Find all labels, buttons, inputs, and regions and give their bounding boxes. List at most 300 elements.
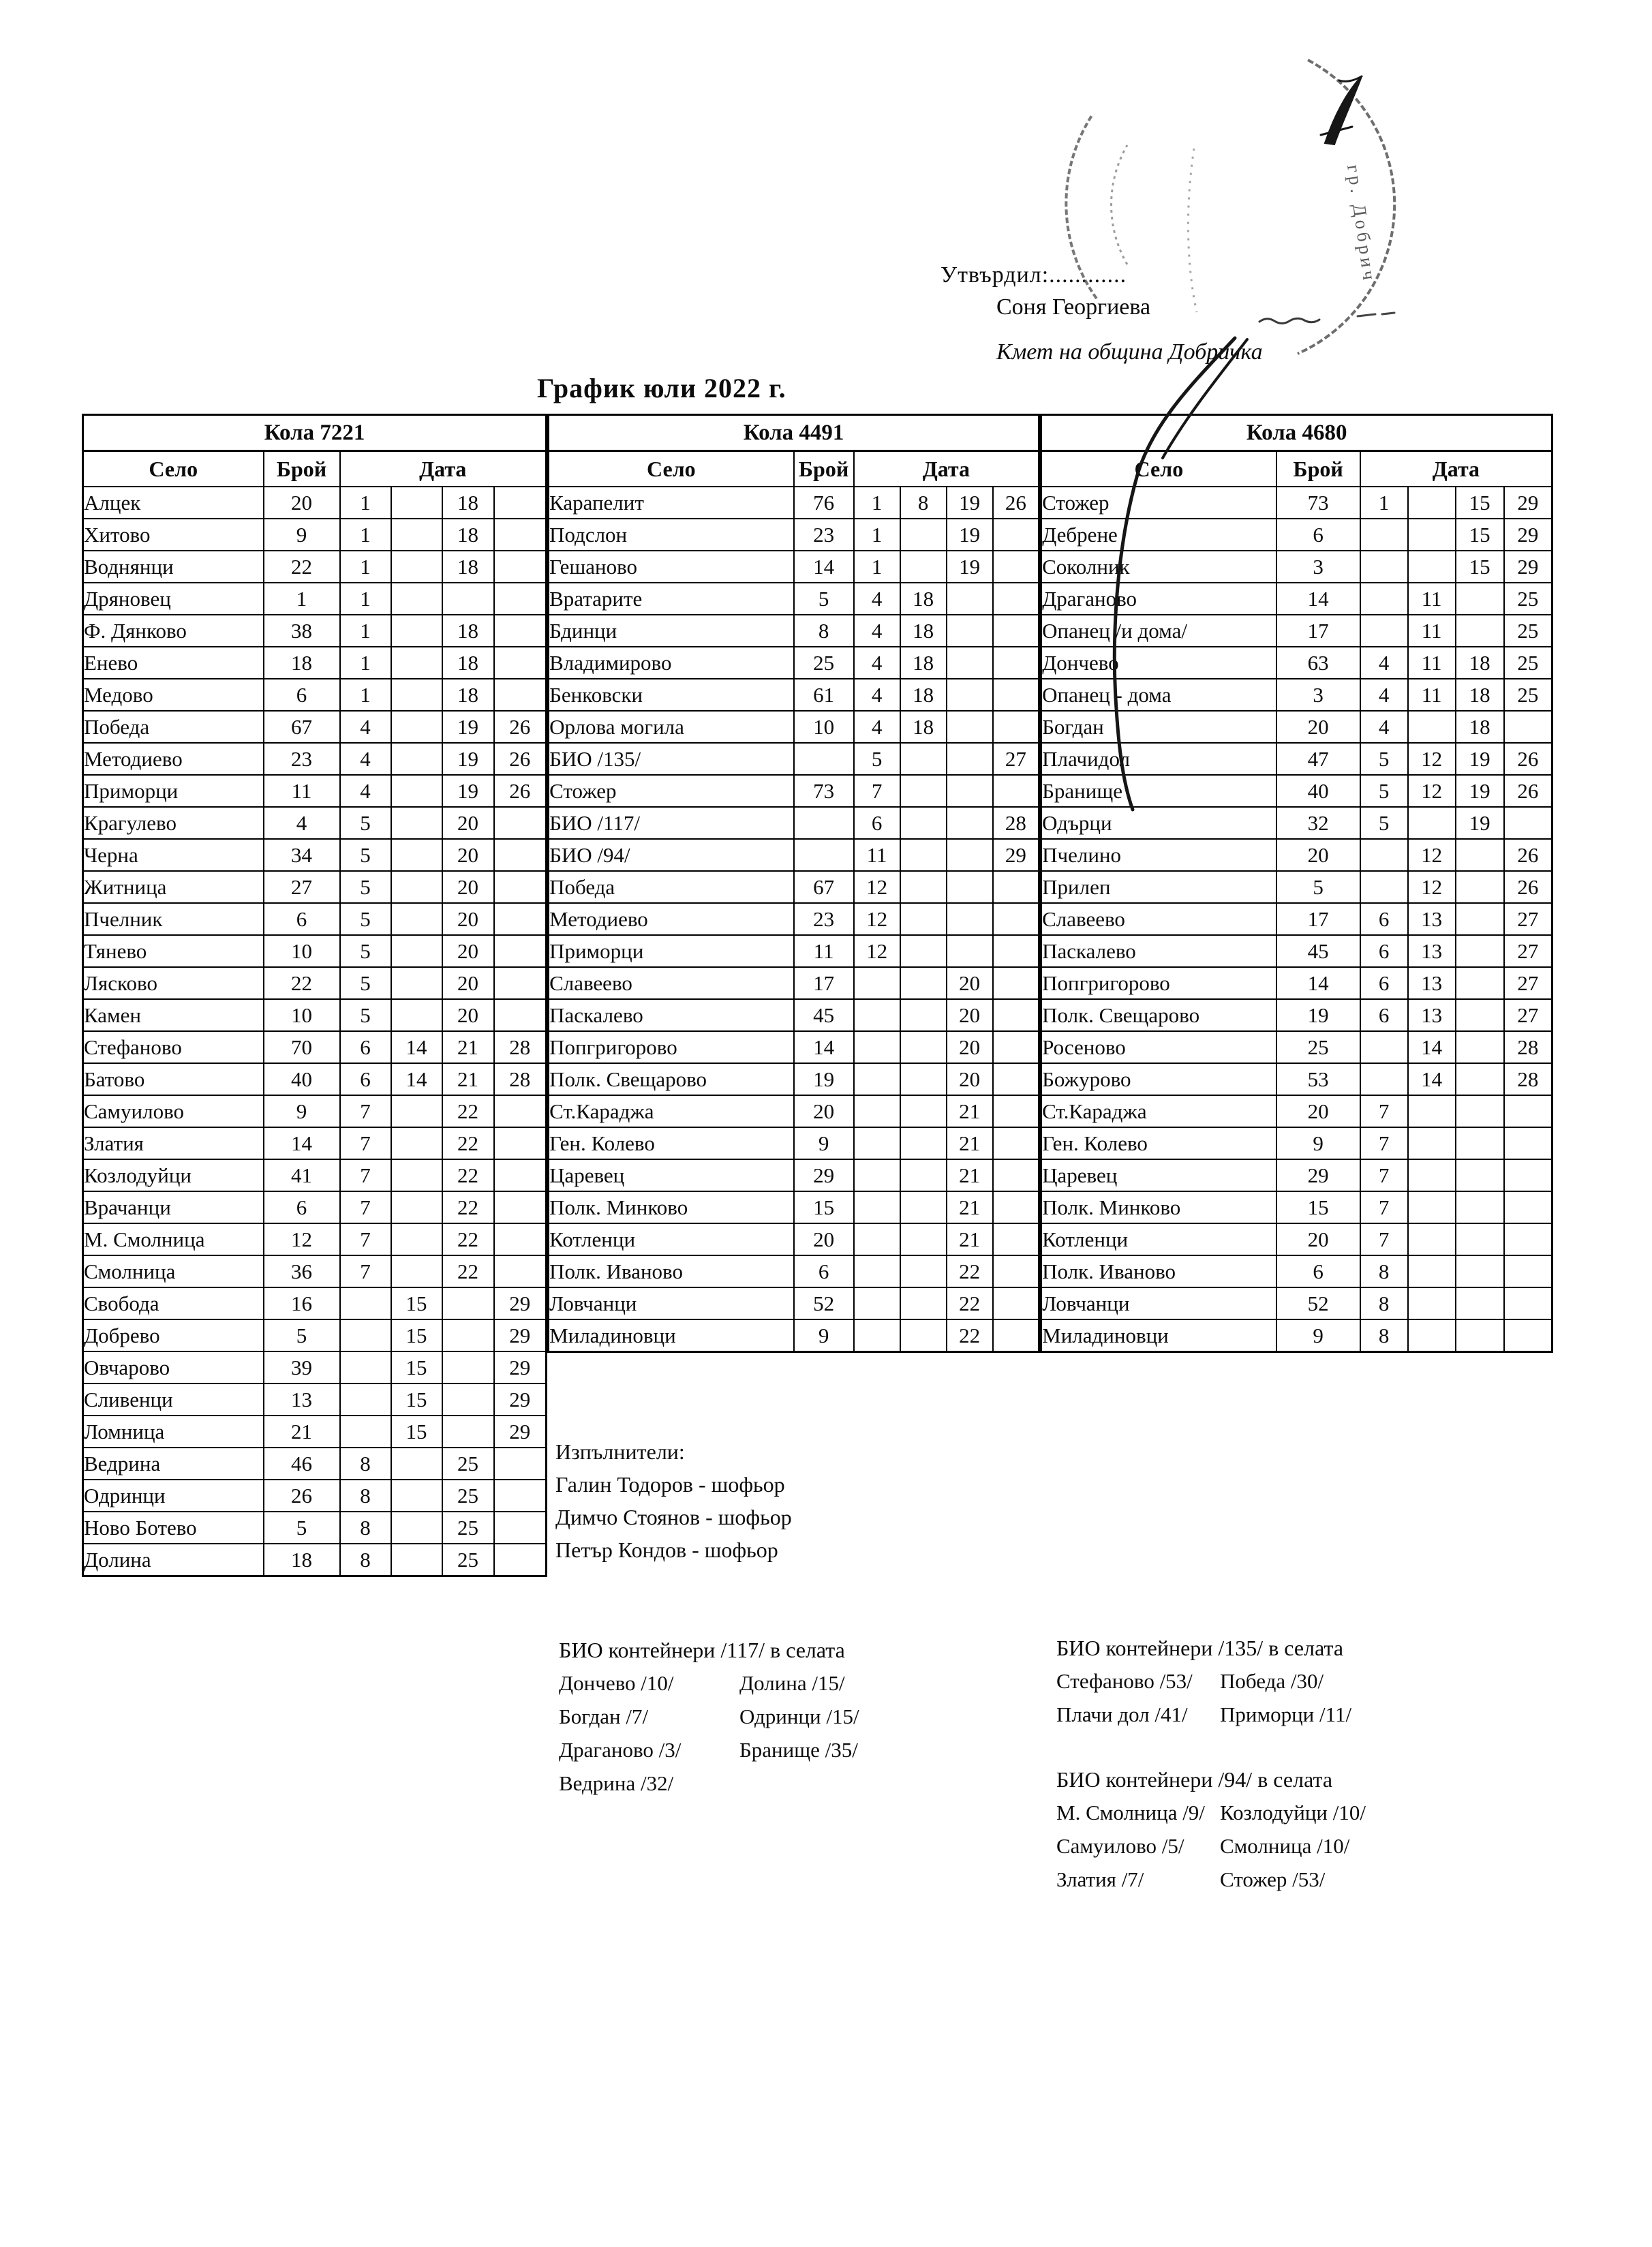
count-cell: 6 (264, 903, 340, 935)
count-cell: 47 (1276, 743, 1360, 775)
date-cell (993, 1255, 1039, 1287)
date-cell (993, 1031, 1039, 1063)
count-cell: 29 (794, 1159, 854, 1191)
village-cell: Паскалево (1041, 935, 1276, 967)
count-cell: 6 (794, 1255, 854, 1287)
count-cell: 9 (794, 1127, 854, 1159)
bio-section-title: БИО контейнери /94/ в селата (1056, 1767, 1333, 1792)
count-cell: 67 (264, 711, 340, 743)
table-row (83, 807, 547, 839)
count-cell: 29 (1276, 1159, 1360, 1191)
date-cell: 1 (854, 519, 900, 551)
date-cell: 5 (340, 871, 391, 903)
village-cell: Крагулево (83, 807, 264, 839)
count-cell: 41 (264, 1159, 340, 1191)
date-cell (494, 487, 547, 519)
village-cell: Пчелино (1041, 839, 1276, 871)
table-row (83, 1159, 547, 1191)
table-row (83, 743, 547, 775)
village-cell: Златия (83, 1127, 264, 1159)
column-header-date: Дата (854, 451, 1039, 487)
date-cell: 4 (854, 679, 900, 711)
date-cell: 5 (340, 967, 391, 999)
column-header-count: Брой (1276, 451, 1360, 487)
table-row (1041, 1319, 1552, 1352)
date-cell: 20 (442, 839, 494, 871)
village-cell: БИО /94/ (549, 839, 794, 871)
count-cell: 39 (264, 1351, 340, 1384)
village-cell: Методиево (83, 743, 264, 775)
date-cell: 7 (340, 1255, 391, 1287)
date-cell (1408, 807, 1456, 839)
table-row (549, 839, 1039, 871)
date-cell (391, 679, 442, 711)
date-cell: 29 (494, 1416, 547, 1448)
date-cell (900, 1223, 947, 1255)
list-item: Победа /30/ (1220, 1669, 1324, 1693)
date-cell: 29 (494, 1351, 547, 1384)
table-row (83, 1127, 547, 1159)
date-cell (1456, 1127, 1504, 1159)
date-cell: 25 (442, 1544, 494, 1576)
table-row (83, 1351, 547, 1384)
table-row (1041, 1159, 1552, 1191)
date-cell (442, 1416, 494, 1448)
date-cell: 22 (442, 1255, 494, 1287)
count-cell: 5 (264, 1512, 340, 1544)
stamp-city-text: гр. Добрич (1343, 163, 1381, 285)
count-cell: 25 (1276, 1031, 1360, 1063)
list-item: Смолница /10/ (1220, 1834, 1350, 1858)
date-cell (494, 1127, 547, 1159)
date-cell (993, 1127, 1039, 1159)
date-cell: 7 (1360, 1095, 1408, 1127)
count-cell: 27 (264, 871, 340, 903)
date-cell (993, 519, 1039, 551)
count-cell: 14 (794, 551, 854, 583)
list-item: Дончево /10/ (559, 1671, 674, 1695)
date-cell: 14 (1408, 1031, 1456, 1063)
count-cell: 22 (264, 967, 340, 999)
table-row (83, 967, 547, 999)
count-cell: 20 (1276, 711, 1360, 743)
date-cell (1456, 999, 1504, 1031)
date-cell (993, 583, 1039, 615)
count-cell: 23 (794, 519, 854, 551)
village-cell: Козлодуйци (83, 1159, 264, 1191)
count-cell: 19 (794, 1063, 854, 1095)
date-cell: 15 (391, 1319, 442, 1351)
date-cell: 1 (340, 679, 391, 711)
date-cell (494, 551, 547, 583)
village-cell: Плачидол (1041, 743, 1276, 775)
date-cell: 8 (340, 1544, 391, 1576)
village-cell: Стефаново (83, 1031, 264, 1063)
date-cell (993, 935, 1039, 967)
count-cell: 70 (264, 1031, 340, 1063)
village-cell: Вратарите (549, 583, 794, 615)
table-row (1041, 1191, 1552, 1223)
date-cell (391, 871, 442, 903)
date-cell: 19 (947, 487, 993, 519)
date-cell (854, 1319, 900, 1352)
date-cell: 20 (442, 903, 494, 935)
date-cell: 26 (993, 487, 1039, 519)
date-cell: 20 (947, 967, 993, 999)
date-cell (391, 519, 442, 551)
table-row (1041, 1223, 1552, 1255)
table-row (549, 967, 1039, 999)
village-cell: Овчарово (83, 1351, 264, 1384)
date-cell: 22 (947, 1319, 993, 1352)
date-cell: 22 (442, 1191, 494, 1223)
date-cell: 6 (340, 1031, 391, 1063)
table-row (549, 903, 1039, 935)
table-row (1041, 1255, 1552, 1287)
date-cell: 26 (1504, 871, 1552, 903)
village-cell: Медово (83, 679, 264, 711)
date-cell: 19 (1456, 743, 1504, 775)
date-cell (1504, 1127, 1552, 1159)
date-cell (854, 967, 900, 999)
date-cell (1504, 1255, 1552, 1287)
table-row (549, 1255, 1039, 1287)
date-cell: 29 (1504, 551, 1552, 583)
date-cell (391, 1544, 442, 1576)
village-cell: Ловчанци (1041, 1287, 1276, 1319)
date-cell (900, 1319, 947, 1352)
village-cell: Одринци (83, 1480, 264, 1512)
date-cell: 7 (1360, 1223, 1408, 1255)
date-cell (854, 1191, 900, 1223)
village-cell: Полк. Свещарово (549, 1063, 794, 1095)
date-cell (1408, 551, 1456, 583)
count-cell: 17 (794, 967, 854, 999)
car-header: Кола 7221 (83, 415, 547, 451)
village-cell: Богдан (1041, 711, 1276, 743)
village-cell: Ловчанци (549, 1287, 794, 1319)
village-cell: Владимирово (549, 647, 794, 679)
list-item: Богдан /7/ (559, 1705, 649, 1728)
date-cell (1504, 1319, 1552, 1352)
date-cell (947, 679, 993, 711)
date-cell: 26 (1504, 743, 1552, 775)
date-cell (494, 1191, 547, 1223)
date-cell: 12 (1408, 871, 1456, 903)
table-row (83, 839, 547, 871)
date-cell (1456, 583, 1504, 615)
table-row (1041, 935, 1552, 967)
table-row (1041, 967, 1552, 999)
date-cell (1408, 1191, 1456, 1223)
date-cell: 4 (1360, 711, 1408, 743)
table-row (549, 647, 1039, 679)
date-cell (900, 551, 947, 583)
date-cell: 8 (1360, 1287, 1408, 1319)
count-cell: 16 (264, 1287, 340, 1319)
count-cell: 21 (264, 1416, 340, 1448)
village-cell: Ведрина (83, 1448, 264, 1480)
date-cell (1408, 1159, 1456, 1191)
date-cell (391, 1223, 442, 1255)
table-row (83, 1384, 547, 1416)
date-cell: 20 (442, 999, 494, 1031)
date-cell: 22 (442, 1223, 494, 1255)
count-cell: 25 (794, 647, 854, 679)
date-cell: 8 (900, 487, 947, 519)
date-cell: 7 (340, 1127, 391, 1159)
table-row (549, 871, 1039, 903)
bio-right-column (1220, 1669, 1351, 1736)
date-cell: 18 (900, 647, 947, 679)
village-cell: Опанец - дома (1041, 679, 1276, 711)
village-cell: Врачанци (83, 1191, 264, 1223)
count-cell: 10 (264, 935, 340, 967)
date-cell: 8 (340, 1512, 391, 1544)
date-cell (993, 1063, 1039, 1095)
date-cell (993, 647, 1039, 679)
column-header-village: Село (83, 451, 264, 487)
table-row (549, 1063, 1039, 1095)
date-cell: 20 (442, 967, 494, 999)
column-header-count: Брой (264, 451, 340, 487)
executors-heading: Изпълнители: (555, 1439, 685, 1464)
date-cell (442, 1384, 494, 1416)
date-cell (854, 1223, 900, 1255)
date-cell (494, 615, 547, 647)
count-cell: 20 (794, 1223, 854, 1255)
date-cell (854, 1063, 900, 1095)
date-cell: 6 (1360, 935, 1408, 967)
table-row (549, 1159, 1039, 1191)
village-cell: Тянево (83, 935, 264, 967)
village-cell: Полк. Иваново (549, 1255, 794, 1287)
table-row (549, 1223, 1039, 1255)
table-row (83, 1255, 547, 1287)
village-cell: Ген. Колево (1041, 1127, 1276, 1159)
date-cell (340, 1416, 391, 1448)
table-row (83, 1480, 547, 1512)
count-cell: 20 (264, 487, 340, 519)
date-cell: 19 (442, 711, 494, 743)
bio-left-column (1056, 1669, 1220, 1736)
date-cell: 12 (854, 935, 900, 967)
date-cell: 7 (1360, 1159, 1408, 1191)
date-cell (340, 1287, 391, 1319)
date-cell (1408, 1255, 1456, 1287)
date-cell: 20 (442, 871, 494, 903)
date-cell (854, 1127, 900, 1159)
list-item: М. Смолница /9/ (1056, 1801, 1205, 1824)
table-row (83, 1191, 547, 1223)
date-cell (1456, 1031, 1504, 1063)
date-cell (1456, 871, 1504, 903)
date-cell (1456, 935, 1504, 967)
column-header-date: Дата (340, 451, 547, 487)
date-cell (947, 583, 993, 615)
date-cell: 25 (442, 1448, 494, 1480)
drivers-list (555, 1468, 792, 1566)
count-cell: 5 (1276, 871, 1360, 903)
table-row (1041, 903, 1552, 935)
count-cell: 32 (1276, 807, 1360, 839)
village-cell: Полк. Минково (1041, 1191, 1276, 1223)
date-cell (391, 999, 442, 1031)
date-cell: 18 (900, 615, 947, 647)
date-cell: 6 (1360, 967, 1408, 999)
count-cell: 52 (794, 1287, 854, 1319)
date-cell: 27 (1504, 967, 1552, 999)
date-cell: 18 (900, 679, 947, 711)
village-cell: Миладиновци (1041, 1319, 1276, 1352)
date-cell (494, 999, 547, 1031)
list-item: Долина /15/ (739, 1671, 845, 1695)
date-cell (1456, 967, 1504, 999)
date-cell: 18 (442, 551, 494, 583)
date-cell: 7 (340, 1159, 391, 1191)
date-cell (1408, 1287, 1456, 1319)
date-cell: 5 (1360, 775, 1408, 807)
date-cell: 29 (494, 1287, 547, 1319)
date-cell (391, 583, 442, 615)
date-cell: 1 (340, 583, 391, 615)
table-row (549, 519, 1039, 551)
date-cell: 13 (1408, 903, 1456, 935)
date-cell (391, 1159, 442, 1191)
date-cell: 15 (391, 1384, 442, 1416)
count-cell: 63 (1276, 647, 1360, 679)
date-cell (1408, 1319, 1456, 1352)
count-cell: 18 (264, 1544, 340, 1576)
date-cell: 13 (1408, 999, 1456, 1031)
date-cell: 19 (442, 775, 494, 807)
table-row (1041, 839, 1552, 871)
date-cell: 18 (442, 679, 494, 711)
count-cell (794, 807, 854, 839)
count-cell: 38 (264, 615, 340, 647)
date-cell: 19 (947, 519, 993, 551)
date-cell (391, 1191, 442, 1223)
table-row (83, 1223, 547, 1255)
date-cell: 22 (947, 1287, 993, 1319)
date-cell: 8 (340, 1448, 391, 1480)
date-cell (391, 775, 442, 807)
village-cell: Дряновец (83, 583, 264, 615)
village-cell: Царевец (1041, 1159, 1276, 1191)
table-row (549, 807, 1039, 839)
date-cell: 15 (391, 1287, 442, 1319)
page-title: График юли 2022 г. (537, 373, 786, 403)
approver-name: Соня Георгиева (996, 294, 1151, 320)
village-cell: Камен (83, 999, 264, 1031)
schedule-table-4491 (547, 414, 1040, 1353)
count-cell: 6 (1276, 519, 1360, 551)
date-cell (947, 871, 993, 903)
table-row (1041, 583, 1552, 615)
date-cell: 4 (854, 711, 900, 743)
date-cell: 28 (1504, 1031, 1552, 1063)
date-cell: 18 (1456, 679, 1504, 711)
count-cell: 19 (1276, 999, 1360, 1031)
date-cell (391, 551, 442, 583)
date-cell (900, 1255, 947, 1287)
table-row (83, 1416, 547, 1448)
date-cell: 29 (1504, 487, 1552, 519)
date-cell: 5 (340, 999, 391, 1031)
date-cell (391, 1448, 442, 1480)
date-cell (391, 615, 442, 647)
date-cell: 4 (340, 743, 391, 775)
date-cell: 22 (442, 1159, 494, 1191)
date-cell (494, 583, 547, 615)
bio-right-column (739, 1671, 859, 1805)
village-cell: Соколник (1041, 551, 1276, 583)
date-cell (494, 1159, 547, 1191)
date-cell: 19 (947, 551, 993, 583)
count-cell: 3 (1276, 679, 1360, 711)
date-cell (1456, 1319, 1504, 1352)
date-cell (1360, 519, 1408, 551)
village-cell: Житница (83, 871, 264, 903)
date-cell: 27 (1504, 903, 1552, 935)
date-cell (391, 1127, 442, 1159)
village-cell: Сливенци (83, 1384, 264, 1416)
table-row (1041, 1031, 1552, 1063)
date-cell (1456, 1159, 1504, 1191)
village-cell: Самуилово (83, 1095, 264, 1127)
table-row (549, 775, 1039, 807)
date-cell: 1 (854, 551, 900, 583)
count-cell: 17 (1276, 615, 1360, 647)
count-cell: 9 (264, 519, 340, 551)
date-cell: 15 (391, 1351, 442, 1384)
date-cell (947, 935, 993, 967)
count-cell: 13 (264, 1384, 340, 1416)
table-row (83, 583, 547, 615)
date-cell: 20 (947, 1031, 993, 1063)
village-cell: Полк. Минково (549, 1191, 794, 1223)
date-cell: 28 (993, 807, 1039, 839)
village-cell: Царевец (549, 1159, 794, 1191)
date-cell: 18 (1456, 711, 1504, 743)
date-cell: 7 (340, 1223, 391, 1255)
date-cell: 7 (1360, 1191, 1408, 1223)
date-cell (993, 551, 1039, 583)
date-cell (1504, 1095, 1552, 1127)
village-cell: Славеево (1041, 903, 1276, 935)
list-item: Драганово /3/ (559, 1738, 682, 1762)
date-cell (947, 775, 993, 807)
date-cell: 26 (494, 743, 547, 775)
date-cell (494, 967, 547, 999)
village-cell: Методиево (549, 903, 794, 935)
date-cell (900, 935, 947, 967)
count-cell: 23 (264, 743, 340, 775)
count-cell: 61 (794, 679, 854, 711)
village-cell: Одърци (1041, 807, 1276, 839)
table-row (1041, 551, 1552, 583)
village-cell: Карапелит (549, 487, 794, 519)
village-cell: Ст.Караджа (1041, 1095, 1276, 1127)
table-row (83, 935, 547, 967)
date-cell (494, 519, 547, 551)
village-cell: Прилеп (1041, 871, 1276, 903)
date-cell: 5 (854, 743, 900, 775)
date-cell (947, 839, 993, 871)
date-cell (900, 743, 947, 775)
date-cell: 5 (340, 903, 391, 935)
village-cell: Полк. Иваново (1041, 1255, 1276, 1287)
